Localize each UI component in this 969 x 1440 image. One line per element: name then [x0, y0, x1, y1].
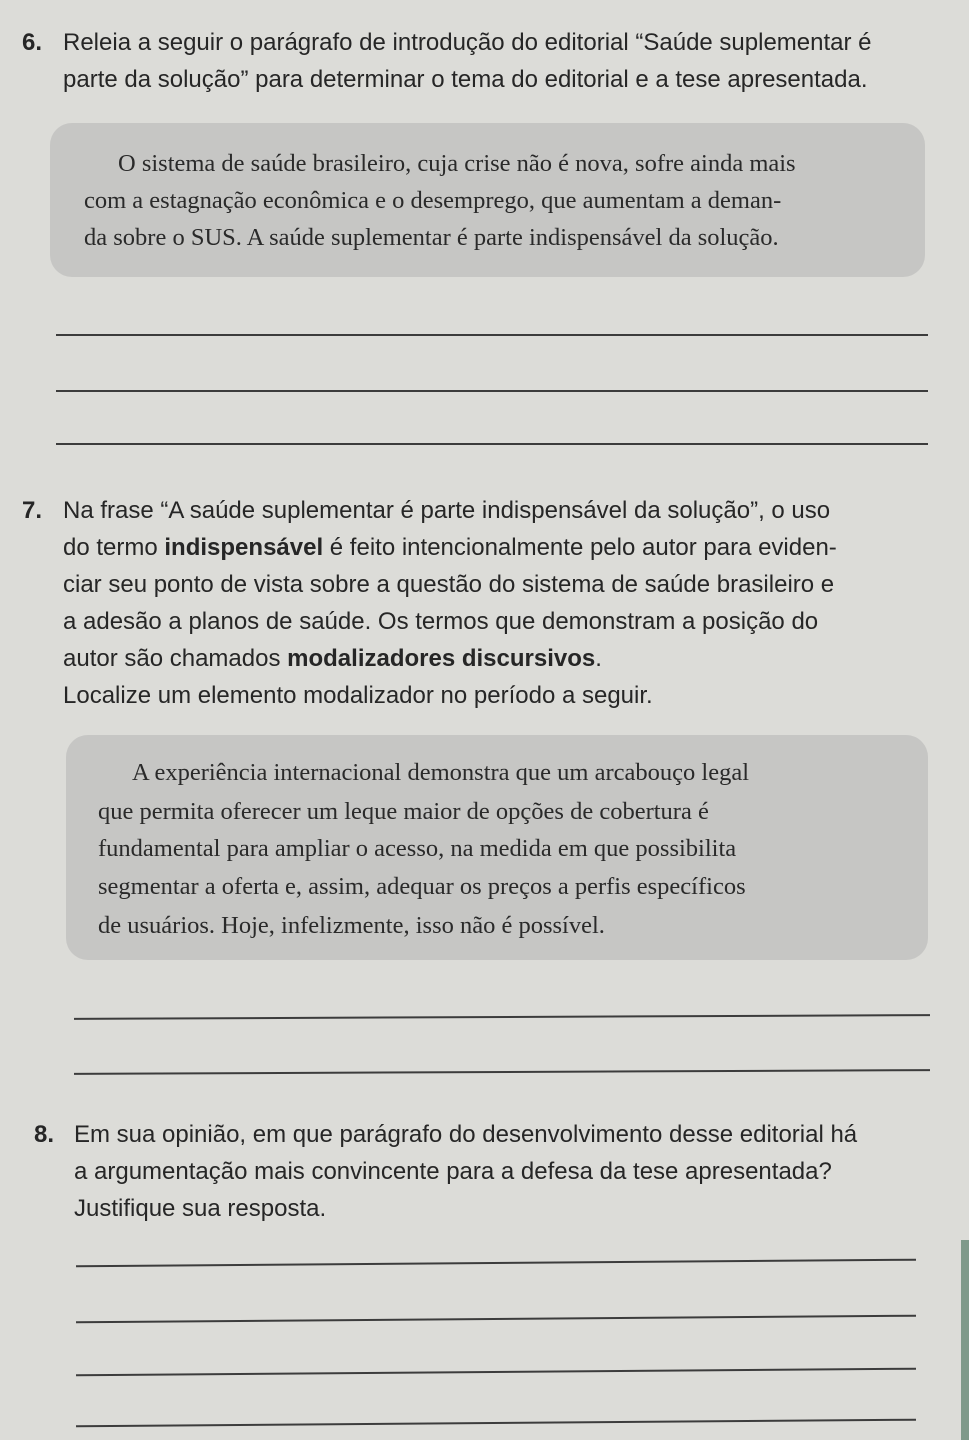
question-text-line: do termo indispensável é feito intencionalmente pelo autor para eviden- — [63, 534, 837, 561]
quote-line: com a estagnação econômica e o desemprego, que aumentam a deman- — [84, 187, 782, 214]
quote-line: segmentar a oferta e, assim, adequar os preços a perfis específicos — [98, 873, 746, 900]
question-text-line: a adesão a planos de saúde. Os termos que demonstram a posição do — [63, 608, 819, 635]
quote-line: A experiência internacional demonstra que um arcabouço legal — [132, 759, 749, 786]
question-text-line: Justifique sua resposta. — [74, 1195, 327, 1222]
question-text-line: parte da solução” para determinar o tema do editorial e a tese apresentada. — [63, 66, 868, 93]
question-text-line: autor são chamados modalizadores discursivos. — [63, 645, 602, 672]
question-text-line: a argumentação mais convincente para a defesa da tese apresentada? — [74, 1158, 832, 1185]
question-text-line: Na frase “A saúde suplementar é parte indispensável da solução”, o uso — [63, 497, 831, 524]
quote-line: de usuários. Hoje, infelizmente, isso não é possível. — [98, 912, 605, 939]
quote-line: da sobre o SUS. A saúde suplementar é parte indispensável da solução. — [84, 224, 779, 251]
answer-line[interactable] — [76, 1259, 916, 1267]
answer-line[interactable] — [76, 1315, 916, 1323]
answer-line[interactable] — [56, 390, 928, 392]
background-edge — [961, 1240, 969, 1440]
quote-box — [66, 735, 928, 960]
question-text-line: ciar seu ponto de vista sobre a questão do sistema de saúde brasileiro e — [63, 571, 835, 598]
question-text-line: Em sua opinião, em que parágrafo do desenvolvimento desse editorial há — [74, 1121, 858, 1148]
question-number: 7. — [22, 497, 43, 524]
answer-line[interactable] — [74, 1014, 930, 1019]
question-number: 6. — [22, 29, 43, 56]
answer-line[interactable] — [76, 1419, 916, 1427]
bold-term: modalizadores discursivos — [287, 645, 596, 672]
answer-line[interactable] — [56, 334, 928, 336]
question-6 — [22, 24, 952, 98]
question-8 — [34, 1116, 934, 1227]
quote-box — [50, 123, 925, 277]
answer-line[interactable] — [74, 1069, 930, 1074]
answer-line[interactable] — [76, 1368, 916, 1376]
quote-line: O sistema de saúde brasileiro, cuja crise não é nova, sofre ainda mais — [118, 150, 796, 177]
question-number: 8. — [34, 1121, 55, 1148]
question-7 — [22, 492, 957, 714]
quote-line: que permita oferecer um leque maior de opções de cobertura é — [98, 798, 709, 825]
answer-line[interactable] — [56, 443, 928, 445]
bold-term: indispensável — [164, 534, 324, 561]
question-text-line: Releia a seguir o parágrafo de introdução do editorial “Saúde suplementar é — [63, 29, 872, 56]
question-text-line: Localize um elemento modalizador no período a seguir. — [63, 682, 653, 709]
quote-line: fundamental para ampliar o acesso, na medida em que possibilita — [98, 835, 737, 862]
